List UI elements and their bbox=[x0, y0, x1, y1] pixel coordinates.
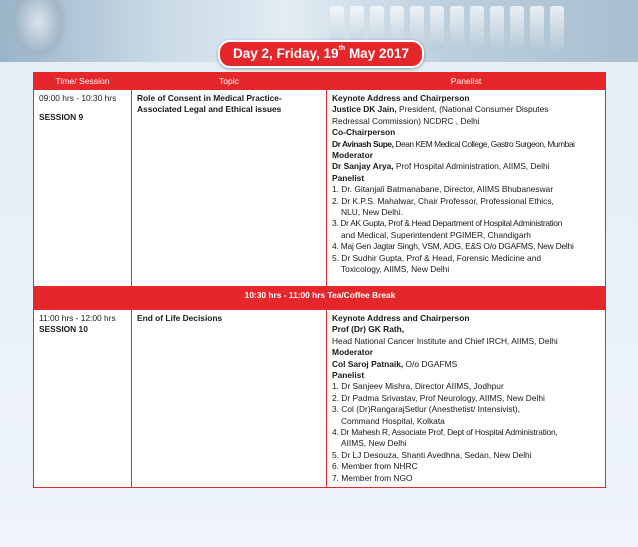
list-item: 4. Maj Gen Jagtar Singh, VSM, ADG, E&S O/o DGAFMS, New Delhi bbox=[332, 241, 574, 252]
list-item-cont: Toxicology, AIIMS, New Delhi bbox=[341, 264, 450, 275]
break-row bbox=[34, 287, 606, 310]
keynote-heading: Keynote Address and Chairperson bbox=[332, 93, 470, 103]
session-10-time: 11:00 hrs - 12:00 hrs bbox=[39, 313, 116, 323]
list-item: 3. Col (Dr)RangarajSetlur (Anesthetist/ Intensivist), bbox=[332, 404, 521, 415]
keynote-heading: Keynote Address and Chairperson bbox=[332, 313, 470, 323]
decor-shelf bbox=[490, 6, 504, 50]
cochair-heading: Co-Chairperson bbox=[332, 127, 396, 138]
day-title-end: May 2017 bbox=[345, 46, 409, 61]
day-title-sup: th bbox=[338, 45, 346, 52]
cochair-desc: Dean KEM Medical College, Gastro Surgeon, Mumbai bbox=[393, 138, 575, 149]
moderator-line bbox=[332, 161, 601, 172]
col-header-time: Time/ Session bbox=[34, 73, 132, 90]
session-9-panel-cell bbox=[327, 90, 606, 287]
session-9-label: SESSION 9 bbox=[39, 112, 84, 123]
list-item: 2. Dr K.P.S. Mahalwar, Chair Professor, Professional Ethics, bbox=[332, 195, 554, 206]
keynote-desc-2: Redressal Commission) NCDRC , Delhi bbox=[332, 115, 480, 126]
break-text: 10:30 hrs - 11:00 hrs Tea/Coffee Break bbox=[34, 287, 606, 310]
decor-shelf bbox=[450, 6, 464, 50]
list-item-cont: Command Hospital, Kolkata bbox=[341, 415, 445, 426]
moderator-line bbox=[332, 359, 601, 370]
session-10-topic: End of Life Decisions bbox=[132, 310, 327, 488]
moderator-name: Col Saroj Patnaik, bbox=[332, 358, 404, 369]
session-10-panel-cell bbox=[327, 310, 606, 488]
list-item: 2. Dr Padma Srivastav, Prof Neurology, AIIMS, New Delhi bbox=[332, 392, 545, 403]
session-9-time-cell bbox=[34, 90, 132, 287]
keynote-desc: President, (National Consumer Disputes bbox=[396, 104, 549, 115]
list-item-cont: AIIMS, New Delhi bbox=[341, 438, 407, 449]
moderator-heading: Moderator bbox=[332, 150, 373, 161]
list-item: 1. Dr Sanjeev Mishra, Director AIIMS, Jodhpur bbox=[332, 381, 504, 392]
decor-shelf bbox=[530, 6, 544, 50]
session-9-topic: Role of Consent in Medical Practice- Associated Legal and Ethical issues bbox=[132, 90, 327, 287]
cochair-line bbox=[332, 139, 601, 150]
list-item: 7. Member from NGO bbox=[332, 472, 413, 483]
moderator-desc: Prof Hospital Administration, AIIMS, Delhi bbox=[393, 161, 550, 172]
session-10-label: SESSION 10 bbox=[39, 324, 88, 335]
list-item-cont: and Medical, Superintendent PGIMER, Chandigarh bbox=[341, 229, 531, 240]
session-10-time-cell bbox=[34, 310, 132, 488]
surgeon-photo bbox=[8, 0, 68, 62]
day-title bbox=[218, 40, 424, 68]
moderator-heading: Moderator bbox=[332, 347, 373, 358]
list-item: 1. Dr. Gitanjali Batmanabane, Director, AIIMS Bhubaneswar bbox=[332, 184, 554, 195]
session-9-row bbox=[34, 90, 606, 287]
table-header-row bbox=[34, 73, 606, 90]
keynote-name: Prof (Dr) GK Rath, bbox=[332, 324, 405, 335]
decor-shelf bbox=[430, 6, 444, 50]
list-item: 5. Dr Sudhir Gupta, Prof & Head, Forensic Medicine and bbox=[332, 252, 542, 263]
decor-shelf bbox=[550, 6, 564, 50]
keynote-desc: Head National Cancer Institute and Chief IRCH, AIIMS, Delhi bbox=[332, 335, 558, 346]
list-item: 4. Dr Mahesh R, Associate Prof, Dept of Hospital Administration, bbox=[332, 427, 558, 438]
list-item: 5. Dr LJ Desouza, Shanti Avedhna, Sedan, New Delhi bbox=[332, 449, 532, 460]
moderator-desc: O/o DGAFMS bbox=[403, 358, 458, 369]
col-header-panelist: Panelist bbox=[327, 73, 606, 90]
schedule-table bbox=[33, 72, 606, 488]
list-item: 6. Member from NHRC bbox=[332, 461, 418, 472]
list-item: 3. Dr AK Gupta, Prof & Head Department of Hospital Administration bbox=[332, 218, 563, 229]
list-item-cont: NLU, New Delhi. bbox=[341, 207, 403, 218]
decor-shelf bbox=[470, 6, 484, 50]
session-10-row bbox=[34, 310, 606, 488]
day-title-text: Day 2, Friday, 19 bbox=[233, 46, 339, 61]
cochair-name: Dr Avinash Supe, bbox=[332, 138, 394, 149]
session-9-time: 09:00 hrs - 10:30 hrs bbox=[39, 93, 117, 103]
keynote-name: Justice DK Jain, bbox=[332, 104, 397, 115]
col-header-topic: Topic bbox=[132, 73, 327, 90]
panelist-heading: Panelist bbox=[332, 172, 365, 183]
keynote-line bbox=[332, 104, 601, 115]
decor-shelf bbox=[510, 6, 524, 50]
moderator-name: Dr Sanjay Arya, bbox=[332, 161, 394, 172]
panelist-heading: Panelist bbox=[332, 370, 365, 381]
